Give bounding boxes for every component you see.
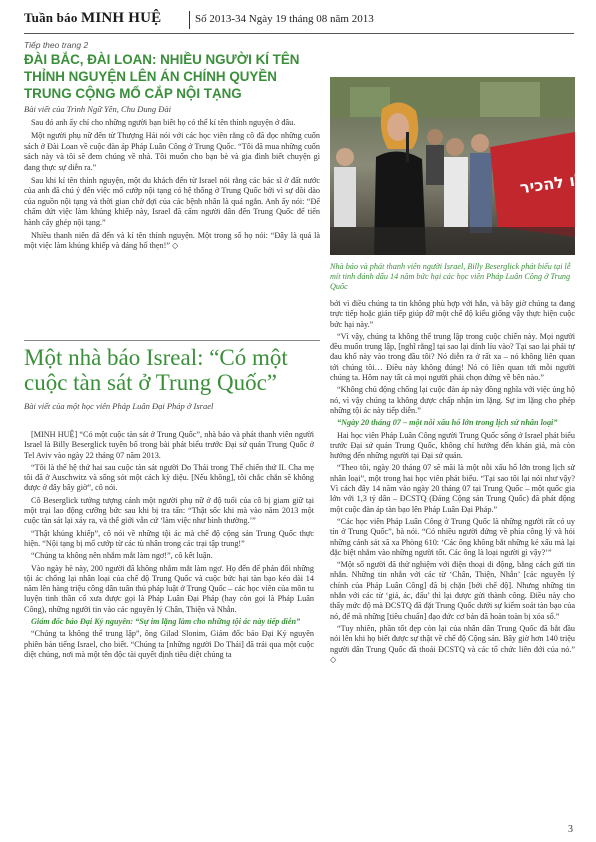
article1-body [24,118,320,255]
issue-info: Số 2013-34 Ngày 19 tháng 08 năm 2013 [195,13,374,25]
subheading: “Ngày 20 tháng 07 – một nỗi xấu hổ lớn trong lịch sử nhân loại” [337,418,558,428]
publication-name: Tuần báo MINH HUỆ [24,10,162,26]
paragraph: Một người phụ nữ đến từ Thượng Hải nói với các học viên rằng cô đã đọc những cuốn sách ở Đài Loan về cuộc đàn áp Pháp Luân Công ở Trung Quốc. “Tôi đã mua những cuốn sách này và tôi sẽ đem chúng về nhà. Tôi muốn cho bạn bè và gia đình biết chuyện gì đang thực sự diễn ra.” [24,131,320,172]
header-rule [24,33,574,34]
paragraph: “Một số người đã thử nghiệm với điện thoại di động, bằng cách gửi tin nhắn. Những tin nhắn với các từ ‘Chân, Thiện, Nhẫn’ [các nguyên lý chính của Pháp Luân Công] đã bị chặn [bởi chế độ]. Nhưng những tin nhắn với các từ ‘giả, ác, đấu’ thì lại được gửi thành công. Điều này cho thấy mức độ mà ĐCSTQ đã đặt Trung Quốc dưới sự kiểm soát tàn bạo của nó, để mà những [tiêu chuẩn] đạo đức cơ bản đã hoàn toàn bị xóa sổ.” [330,560,575,621]
paragraph: “Chúng ta không nên nhắm mắt làm ngơ!”, cô kết luận. [31,551,213,561]
paragraph: “Tôi là thế hệ thứ hai sau cuộc tàn sát người Do Thái trong Thế chiến thứ II. Cha mẹ tôi đã ở Auschwitz và sống sót một cách kỳ diệu. [Nếu không], tôi chắc chắn sẽ không được ở đây bây giờ”, cô nói. [24,462,314,493]
paragraph: “Thật khủng khiếp”, cô nói về những tội ác mà chế độ cộng sản Trung Quốc thực hiện. “Nội tạng bị mổ cướp từ các tù nhân trong các trại tập trung!” [24,528,314,548]
paragraph: “Vì vậy, chúng ta không thể trung lập trong cuộc chiến này. Mọi người đều muốn trung lập, [nghĩ rằng] tại sao lại dính líu vào? Tại sao lại phải tự đau khổ này vào trong đầu tôi? Nó diễn ra ở rất xa – nó không liên quan tới chúng tôi… Điều này không đúng! Nó có liên quan tới mỗi người chúng ta. Hôm nay tất cả mọi người phải chọn đứng về bên nào.” [330,331,575,383]
rally-photo-image [330,77,586,255]
rally-photo [330,77,586,255]
paragraph: [MINH HUỆ] “Có một cuộc tàn sát ở Trung Quốc”, nhà báo và phát thanh viên người Israel là Billy Beserglick tuyên bố trong bài phát biểu trước Đại sứ quán Trung Quốc ở Tel Aviv vào ngày 22 tháng 07 năm 2013. [24,430,314,460]
paragraph: bởi vì điều chúng ta tin không phù hợp với hắn, và bây giờ chúng ta đang trực tiếp hoặc gián tiếp giúp đỡ một chế độ kiểu giống vậy thực hiện cuộc bức hại này.” [330,299,575,329]
article2-byline: Bài viết của một học viên Pháp Luân Đại Pháp ở Israel [24,401,214,411]
publication-title: MINH HUỆ [80,10,162,26]
paragraph: Sau đó anh ấy chỉ cho những người bạn biết họ có thể kí tên thỉnh nguyện ở đâu. [31,118,296,127]
article2-title: Một nhà báo Isreal: “Có một cuộc tàn sát ở Trung Quốc” [24,345,288,395]
article1-byline: Bài viết của Trình Ngữ Yên, Chu Dung Đài [24,104,172,114]
paragraph: “Các học viên Pháp Luân Công ở Trung Quốc là những người rất có uy tín ở Trung Quốc”, bà nói. “Có nhiều người đứng về phía công lý và hỏi những cảnh sát xã xa Phòng 610: ‘Các ông không bắt những kẻ xấu mà lại đặc biệt nhắm vào những người tốt. Các ông là loại người gì vậy?’” [330,516,575,557]
page-number: 3 [568,824,573,835]
subheading: Giám đốc báo Đại Kỷ nguyên: “Sự im lặng làm cho những tội ác này tiếp diễn” [31,617,301,627]
paragraph: Cô Beserglick tưởng tượng cảnh một người phụ nữ ở độ tuổi của cô bị giam giữ tại một trại lao động cưỡng bức sau khi bị tra tấn: “Thật sốc khi mà vào năm 2013 một cuộc tàn sát lại xảy ra, và thế giới vẫn cứ ‘làm việc như bình thường.’” [24,495,314,526]
paragraph: Sau khi kí tên thỉnh nguyện, một du khách đến từ Israel nói rằng các bác sĩ ở đất nước của anh đã chú ý đến việc mổ cướp nội tạng có hệ thống ở Trung Quốc bởi vì sự dồi dào của nguồn nội tạng và thời gian chờ đợi của các bệnh nhân là quá ngắn. Anh ấy nói: “Để chấm dứt việc làm khủng khiếp này, Israel đã cấm người dân đến Trung Quốc để tiến hành cấy ghép nội tạng.” [24,176,320,227]
article2-left-column [24,430,314,662]
article-divider [24,340,320,341]
paragraph: Nhiều thanh niên đã đến và kí tên thỉnh nguyện. Một trong số họ nói: “Đây là quá là một việc làm khủng khiếp và đáng hổ thẹn!” ◇ [24,231,320,251]
paragraph: “Tuy nhiên, phần tốt đẹp còn lại của nhân dân Trung Quốc đã bắt đầu nói lên khi họ biết được sự thật về chế độ Cộng sản. Bây giờ hơn 140 triệu người dân Trung Quốc đã thoái ĐCSTQ và các tổ chức liên đới của nó.” ◇ [330,623,575,664]
paragraph: “Theo tôi, ngày 20 tháng 07 sẽ mãi là một nỗi xấu hổ lớn trong lịch sử nhân loại”, một trong hai học viên phát biểu. “Tại sao tôi lại nói như vậy? Vì cách đây 14 năm vào ngày 20 tháng 07 tại Trung Quốc – một quốc gia lớn với 1,3 tỷ dân – ĐCSTQ (Đảng Cộng sản Trung Quốc) đã phát động một cuộc đàn áp tàn bạo lên Pháp Luân Đại Pháp.” [330,463,575,514]
paragraph: Hai học viên Pháp Luân Công người Trung Quốc sống ở Israel phát biểu trước Đại sứ quán Trung Quốc, không chỉ hướng đến khán giả, mà còn hướng đến những người tại Đại sứ quán. [330,430,575,461]
photo-caption: Nhà báo và phát thanh viên người Israel, Billy Beserglick phát biểu tại lễ mít tinh đánh dấu 14 năm bức hại các học viên Pháp Luân Công ở Trung Quốc [330,262,571,291]
article2-right-column [330,299,575,667]
article1-title: ĐÀI BẮC, ĐÀI LOAN: NHIỀU NGƯỜI KÍ TÊN THỈNH NGUYỆN LÊN ÁN CHÍNH QUYỀN TRUNG CỘNG MỔ CẮP NỘI TẠNG [24,52,300,101]
paragraph: “Chúng ta không thể trung lập”, ông Gilad Slonim, Giám đốc báo Đại Kỷ nguyên phiên bản tiếng Israel, cho biết. “Chúng ta [những người Do Thái] đã trải qua một cuộc diệt chủng, nơi mà một tên độc tài quyết định tiêu diệt chúng ta [24,629,314,659]
paragraph: Vào ngày hè này, 200 người đã không nhắm mắt làm ngơ. Họ đến để phản đối những tội ác chống lại nhân loại của chế độ Trung Quốc và cuộc bức hại tàn bạo kéo dài 14 năm lên hàng triệu công dân tuân thủ pháp luật ở Trung Quốc – các học viên của môn tu luyện tinh thần cổ xưa được gọi là Pháp Luân Đại Pháp (hay còn gọi là Pháp Luân Công), những người tin vào các nguyên lý Chân, Thiện và Nhẫn. [24,563,314,614]
header-separator [189,11,190,29]
banner-text: לו להכיר [518,169,586,198]
paragraph: “Không chủ động chống lại cuộc đàn áp này đồng nghĩa với việc ủng hộ nó, vì vậy chúng ta không được chấp nhận im lặng. Sự im lặng cho phép những tội ác này tiếp diễn.” [330,385,575,415]
continued-from: Tiếp theo trang 2 [24,40,89,50]
